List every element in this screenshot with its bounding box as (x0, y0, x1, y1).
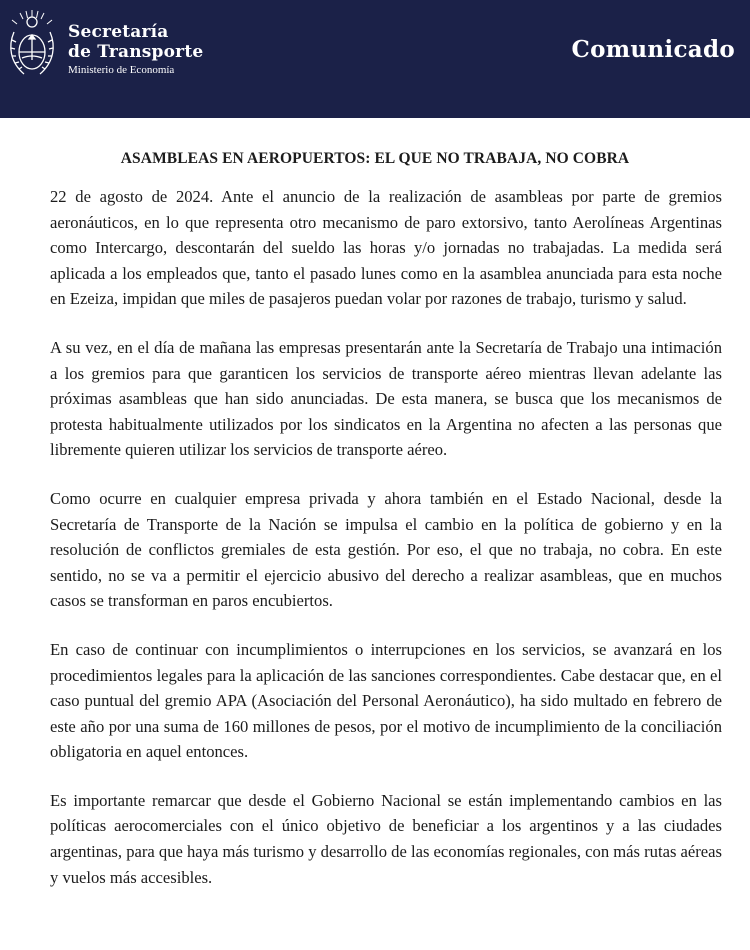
page-header (0, 0, 750, 118)
paragraph-5: Es importante remarcar que desde el Gobierno Nacional se están implementando cambios en las políticas aerocomerciales con el único objetivo de beneficiar a los argentinos y a las ciudades argentinas, para que haya más turismo y desarrollo de las economías regionales, con más rutas aéreas y vuelos más accesibles. (50, 790, 722, 887)
org-name-line1: Secretaría (68, 22, 169, 42)
paragraph-4: En caso de continuar con incumplimientos o interrupciones en los servicios, se avanzará en los procedimientos legales para la aplicación de las sanciones correspondientes. Cabe destacar que, en el caso puntual del gremio APA (Asociación del Personal Aeronáutico), ha sido multado en febrero de este año por una suma de 160 millones de pesos, por el motivo de incumplimiento de la conciliación obligatoria en aquel entonces. (50, 639, 722, 762)
paragraph-1: 22 de agosto de 2024. Ante el anuncio de la realización de asambleas por parte de gremios aeronáuticos, en lo que representa otro mecanismo de paro extorsivo, tanto Aerolíneas Argentinas como Intercargo, descontarán del sueldo las horas y/o jornadas no trabajadas. La medida será aplicada a los empleados que, tanto el pasado lunes como en la asamblea anunciada para esta noche en Ezeiza, impidan que miles de pasajeros puedan volar por razones de trabajo, turismo y salud. (50, 187, 722, 309)
paragraph-2: A su vez, en el día de mañana las empresas presentarán ante la Secretaría de Trabajo una intimación a los gremios para que garanticen los servicios de transporte aéreo mientras llevan adelante las próximas asambleas que han sido anunciadas. De esta manera, se busca que los mecanismos de protesta habitualmente utilizados por los sindicatos en la Argentina no afecten a las personas que libremente quieren utilizar los servicios de transporte aéreo. (50, 337, 722, 460)
document-title: ASAMBLEAS EN AEROPUERTOS: EL QUE NO TRABAJA, NO COBRA (120, 150, 630, 167)
national-seal-icon (6, 8, 58, 80)
org-name-line2: de Transporte (68, 42, 204, 62)
document-body (50, 184, 722, 913)
document-type-label: Comunicado (571, 36, 735, 63)
paragraph-3: Como ocurre en cualquier empresa privada y ahora también en el Estado Nacional, desde la Secretaría de Transporte de la Nación se impulsa el cambio en la política de gobierno y en la resolución de conflictos gremiales de esta gestión. Por eso, el que no trabaja, no cobra. En este sentido, no se va a permitir el ejercicio abusivo del derecho a realizar asambleas, que en muchos casos se transforman en paros encubiertos. (50, 488, 722, 611)
organization-name (68, 22, 203, 78)
ministry-name: Ministerio de Economía (68, 64, 175, 76)
